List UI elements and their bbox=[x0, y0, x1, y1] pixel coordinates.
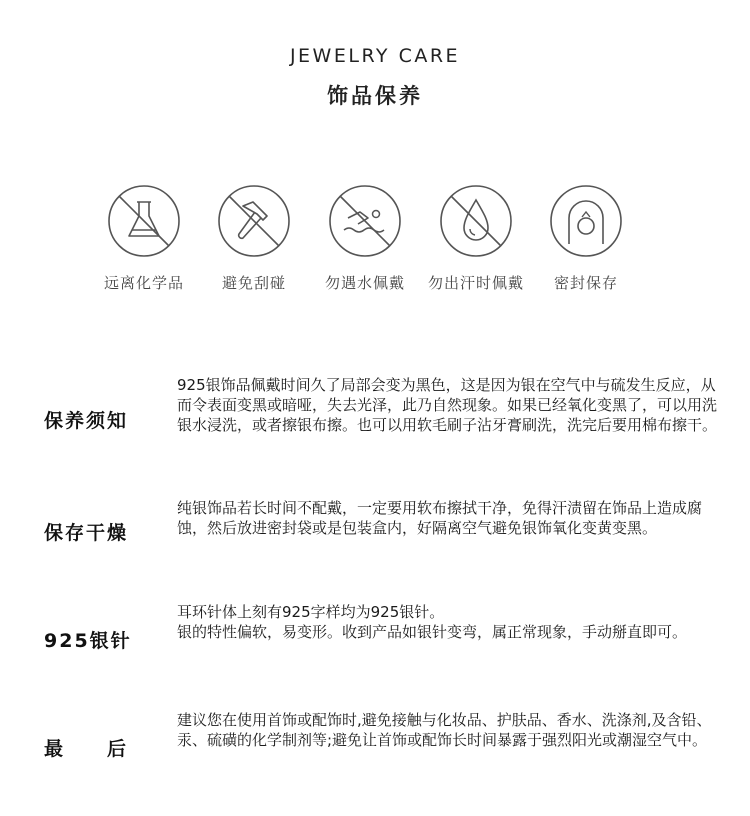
section-text: 纯银饰品若长时间不配戴，一定要用软布擦拭干净，免得汗渍留在饰品上造成腐蚀，然后放进密封袋或是包装盒内，好隔离空气避免银饰氧化变黄变黑。 bbox=[177, 499, 703, 537]
icon-label: 勿遇水佩戴 bbox=[324, 274, 405, 292]
care-item-scratch bbox=[194, 184, 314, 293]
section-body bbox=[177, 710, 717, 750]
swimmer-icon bbox=[328, 184, 402, 258]
care-item-chemicals bbox=[84, 184, 204, 293]
section-title: 保存干燥 bbox=[44, 522, 129, 544]
section-body bbox=[177, 498, 717, 538]
section-title: 保养须知 bbox=[44, 410, 129, 432]
hammer-icon bbox=[217, 184, 291, 258]
section-title: 925银针 bbox=[44, 630, 132, 652]
care-item-sweat bbox=[416, 184, 536, 293]
section-text: 925银饰品佩戴时间久了局部会变为黑色，这是因为银在空气中与硫发生反应，从而令表面变黑或暗哑，失去光泽，此乃自然现象。如果已经氧化变黑了，可以用洗银水浸洗，或者擦银布擦。也可以用软毛刷子沾牙膏刷洗，洗完后要用棉布擦干。 bbox=[177, 376, 718, 434]
icon-label: 远离化学品 bbox=[103, 274, 184, 292]
ring-box-icon bbox=[549, 184, 623, 258]
page-title-en: JEWELRY CARE bbox=[289, 45, 461, 67]
section-text: 耳环针体上刻有925字样均为925银针。 bbox=[177, 603, 445, 621]
droplet-icon bbox=[439, 184, 513, 258]
icon-label: 勿出汗时佩戴 bbox=[427, 274, 524, 292]
care-item-sealed bbox=[526, 184, 646, 293]
section-text: 银的特性偏软，易变形。收到产品如银针变弯，属正常现象，手动掰直即可。 bbox=[177, 623, 688, 641]
section-text: 建议您在使用首饰或配饰时,避免接触与化妆品、护肤品、香水、洗涤剂,及含铅、汞、硫磺的化学制剂等;避免让首饰或配饰长时间暴露于强烈阳光或潮湿空气中。 bbox=[177, 711, 712, 749]
care-icons bbox=[0, 184, 750, 304]
section-body bbox=[177, 375, 717, 435]
page-title-cn: 饰品保养 bbox=[327, 84, 423, 108]
flask-icon bbox=[107, 184, 181, 258]
section-title: 最 后 bbox=[44, 738, 129, 760]
section-body bbox=[177, 602, 717, 642]
icon-label: 密封保存 bbox=[553, 274, 618, 292]
icon-label: 避免刮碰 bbox=[221, 274, 286, 292]
care-item-water bbox=[305, 184, 425, 293]
